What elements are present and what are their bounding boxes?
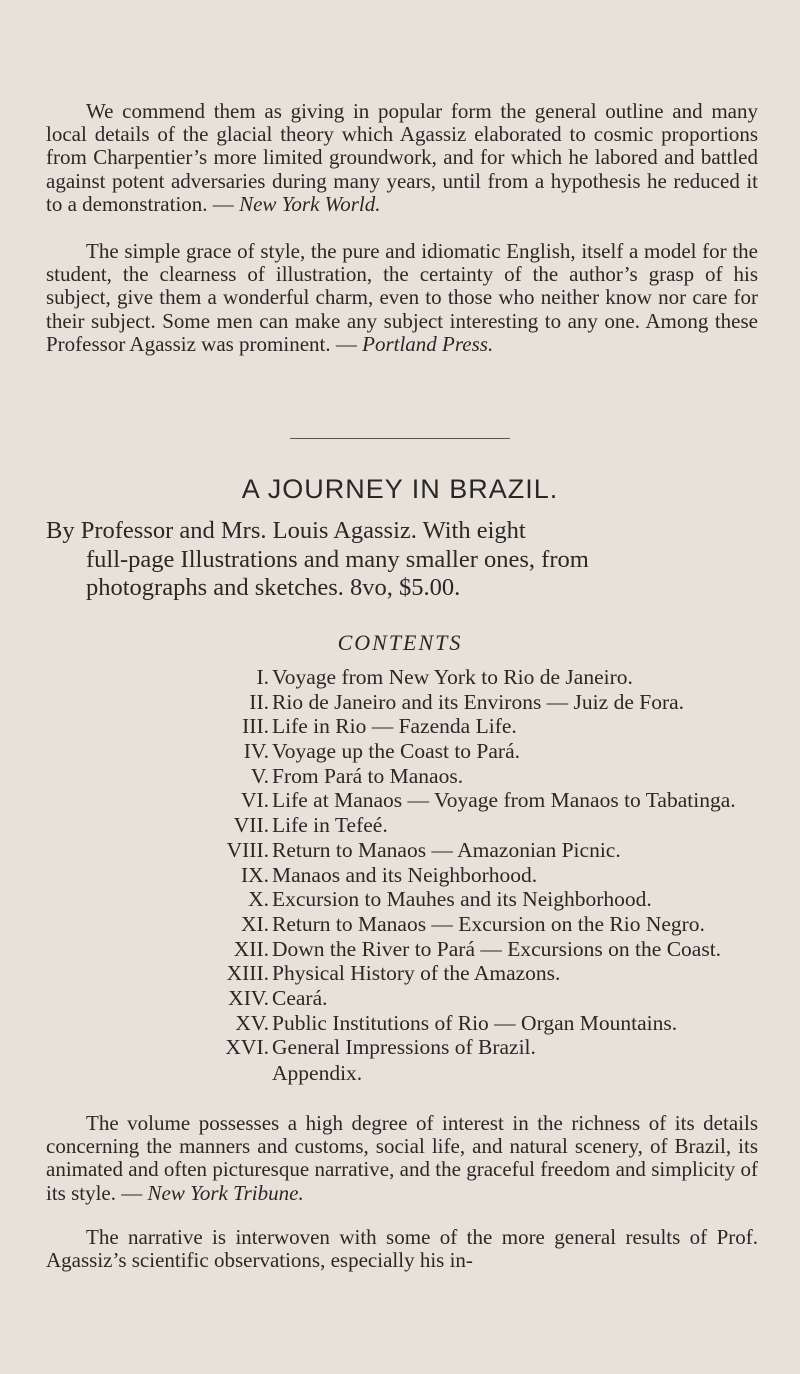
chapter-number: II. — [249, 689, 269, 714]
contents-list — [0, 665, 800, 1060]
chapter-entry — [0, 714, 800, 739]
chapter-title: Return to Manaos — Excursion on the Rio Negro. — [272, 911, 705, 936]
chapter-number: XI. — [240, 911, 269, 936]
chapter-number: XIII. — [226, 961, 269, 986]
review-source: New York World. — [239, 191, 381, 216]
chapter-entry — [0, 912, 800, 937]
review-text: The simple grace of style, the pure and idiomatic English, itself a model for the student, the clearness of illustration, the certainty of the author’s grasp of his subject, give them a wonderful charm, even to those who neither know nor care for their subject. Some men can make any subject interesting to any one. Among these Professor Agassiz was prominent. — — [46, 239, 758, 356]
chapter-number: I. — [256, 665, 269, 689]
chapter-number: III. — [242, 714, 269, 739]
chapter-number: X. — [248, 887, 269, 912]
chapter-entry — [0, 863, 800, 888]
chapter-entry — [0, 665, 800, 690]
book-title: A JOURNEY IN BRAZIL. — [241, 474, 559, 504]
chapter-number: IV. — [243, 739, 269, 764]
byline-line: photographs and sketches. 8vo, $5.00. — [86, 574, 461, 601]
review-new-york-world — [46, 100, 758, 216]
chapter-number: XIV. — [228, 985, 269, 1010]
chapter-entry — [0, 690, 800, 715]
chapter-title: Ceará. — [272, 985, 328, 1010]
contents-heading: CONTENTS — [337, 630, 463, 655]
chapter-number: IX. — [240, 862, 269, 887]
review-portland-press — [46, 240, 758, 356]
chapter-entry — [0, 788, 800, 813]
chapter-number: XV. — [235, 1010, 269, 1035]
chapter-entry — [0, 739, 800, 764]
review-source: New York Tribune. — [147, 1180, 304, 1205]
chapter-entry — [0, 986, 800, 1011]
chapter-title: Excursion to Mauhes and its Neighborhood. — [272, 887, 652, 912]
chapter-entry — [0, 764, 800, 789]
chapter-title: Life at Manaos — Voyage from Manaos to Tabatinga. — [272, 788, 736, 813]
chapter-number: XVI. — [225, 1035, 269, 1060]
byline-line: By Professor and Mrs. Louis Agassiz. With eight — [46, 517, 526, 544]
chapter-entry — [0, 961, 800, 986]
review-text: We commend them as giving in popular form the general outline and many local details of the glacial theory which Agassiz elaborated to cosmic proportions from Charpentier’s more limited groundwork, and for which he labored and battled against potent adversaries during many years, until from a hypothesis he reduced it to a demonstration. — — [46, 99, 758, 216]
chapter-entry — [0, 1035, 800, 1060]
chapter-title: Voyage from New York to Rio de Janeiro. — [272, 665, 633, 689]
chapter-title: Voyage up the Coast to Pará. — [272, 739, 521, 764]
chapter-title: Rio de Janeiro and its Environs — Juiz de Fora. — [272, 689, 685, 714]
chapter-entry — [0, 813, 800, 838]
chapter-title: Life in Tefeé. — [272, 813, 388, 838]
byline-line: full-page Illustrations and many smaller ones, from — [86, 545, 589, 573]
chapter-number: VI. — [240, 788, 269, 813]
chapter-title: From Pará to Manaos. — [272, 763, 464, 788]
chapter-entry — [0, 887, 800, 912]
chapter-entry — [0, 1011, 800, 1036]
chapter-title: Life in Rio — Fazenda Life. — [272, 714, 517, 739]
review-new-york-tribune — [46, 1112, 758, 1205]
chapter-title: Return to Manaos — Amazonian Picnic. — [272, 837, 621, 862]
chapter-entry — [0, 838, 800, 863]
chapter-title: Down the River to Pará — Excursions on the Coast. — [272, 936, 722, 961]
section-divider — [290, 438, 510, 439]
appendix-entry: Appendix. — [272, 1061, 363, 1085]
chapter-number: VII. — [233, 813, 269, 838]
chapter-title: Public Institutions of Rio — Organ Mountains. — [272, 1010, 678, 1035]
chapter-number: V. — [250, 763, 269, 788]
review-source: Portland Press. — [362, 331, 494, 356]
review-narrative — [46, 1226, 758, 1272]
chapter-number: VIII. — [226, 837, 269, 862]
chapter-title: Physical History of the Amazons. — [272, 961, 561, 986]
chapter-title: General Impressions of Brazil. — [272, 1035, 536, 1060]
review-text: The volume possesses a high degree of interest in the richness of its details concerning the manners and customs, social life, and natural scenery, of Brazil, its animated and often picturesque narrative, and the graceful freedom and simplicity of its style. — — [46, 1111, 758, 1205]
chapter-entry — [0, 937, 800, 962]
chapter-number: XII. — [233, 936, 269, 961]
review-text: The narrative is interwoven with some of the more general results of Prof. Agassiz’s scientific observations, especially his in- — [46, 1225, 758, 1273]
chapter-title: Manaos and its Neighborhood. — [272, 862, 538, 887]
book-byline — [46, 517, 758, 603]
